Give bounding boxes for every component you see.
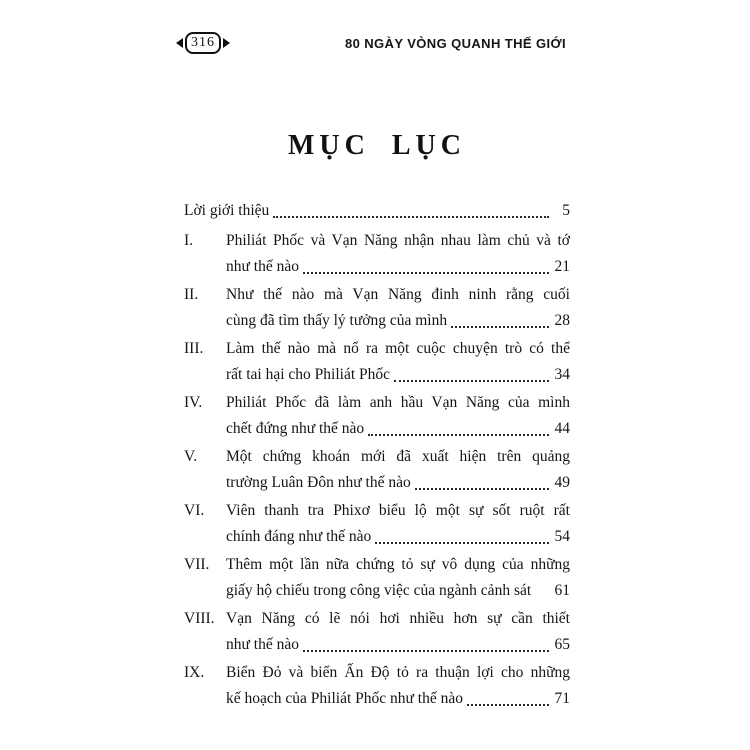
chapter-title-line2: kế hoạch của Philiát Phốc như thế nào: [226, 690, 463, 707]
chapter-title-line2: chính đáng như thế nào: [226, 528, 372, 545]
toc-page-number: 34: [554, 366, 570, 383]
dot-leader: [451, 326, 549, 328]
chapter-numeral: III.: [184, 340, 204, 357]
chapter-title-line1: Philiát Phốc đã làm anh hầu Vạn Năng của mình: [226, 394, 570, 411]
toc-entry-second-line: [184, 254, 570, 280]
toc-entry-first-line: [184, 336, 570, 362]
toc-entry-second-line: [184, 524, 570, 550]
toc-entry: [184, 390, 570, 442]
chapter-title-line2: như thế nào: [226, 258, 299, 275]
table-of-contents: [184, 198, 570, 712]
toc-entry-second-line: [184, 632, 570, 658]
page-header: [176, 31, 566, 55]
toc-entry: [184, 660, 570, 712]
toc-entries: [184, 228, 570, 712]
dot-leader: [535, 596, 549, 598]
toc-entry: [184, 336, 570, 388]
toc-entry-second-line: [184, 308, 570, 334]
toc-entry-second-line: [184, 578, 570, 604]
page-number-box: [185, 32, 221, 54]
right-arrowhead-icon: [223, 38, 230, 48]
running-title: 80 NGÀY VÒNG QUANH THẾ GIỚI: [344, 35, 566, 51]
toc-entry-second-line: [184, 362, 570, 388]
chapter-numeral: VIII.: [184, 610, 215, 627]
toc-entry-first-line: [184, 498, 570, 524]
toc-entry-second-line: [184, 416, 570, 442]
toc-entry-first-line: [184, 444, 570, 470]
chapter-title-line1: Như thế nào mà Vạn Năng đinh ninh rằng cuối: [226, 286, 570, 303]
chapter-numeral: VII.: [184, 556, 210, 573]
page-marker: [176, 32, 230, 54]
chapter-title-line2: trường Luân Đôn như thế nào: [226, 474, 411, 491]
chapter-numeral: I.: [184, 232, 194, 249]
toc-page-number: 54: [554, 528, 570, 545]
toc-page-number: 21: [554, 258, 570, 275]
chapter-title-line1: Vạn Năng có lẽ nói hơi nhiều hơn sự cần thiết: [226, 610, 570, 627]
page-title: MỤC LỤC: [288, 130, 466, 161]
toc-entry-first-line: [184, 282, 570, 308]
chapter-title-line2: rất tai hại cho Philiát Phốc: [226, 366, 391, 383]
toc-page-number: 44: [554, 420, 570, 437]
toc-entry-first-line: [184, 390, 570, 416]
toc-entry-second-line: [184, 686, 570, 712]
toc-page-number: 65: [554, 636, 570, 653]
page-number: 316: [191, 35, 215, 50]
chapter-numeral: IV.: [184, 394, 203, 411]
chapter-title-line1: Một chứng khoán mới đã xuất hiện trên quảng: [226, 448, 570, 465]
toc-page-number: 5: [562, 202, 570, 219]
chapter-title-line1: Biển Đỏ và biển Ấn Độ tỏ ra thuận lợi cho những: [226, 664, 570, 681]
toc-entry-second-line: [184, 470, 570, 496]
toc-page-number: 49: [554, 474, 570, 491]
toc-entry-first-line: [184, 228, 570, 254]
dot-leader: [303, 272, 549, 274]
dot-leader: [415, 488, 549, 490]
toc-intro-label: Lời giới thiệu: [184, 202, 270, 219]
chapter-title-line2: như thế nào: [226, 636, 299, 653]
dot-leader: [467, 704, 549, 706]
chapter-numeral: IX.: [184, 664, 205, 681]
chapter-title-line2: chết đứng như thế nào: [226, 420, 365, 437]
chapter-title-line2: cùng đã tìm thấy lý tưởng của mình: [226, 312, 448, 329]
toc-page-number: 71: [554, 690, 570, 707]
toc-entry: [184, 606, 570, 658]
chapter-title-line1: Viên thanh tra Phixơ biểu lộ một sự sốt ruột rất: [226, 502, 570, 519]
toc-intro-row: [184, 198, 570, 224]
chapter-title-line1: Thêm một lần nữa chứng tỏ sự vô dụng của những: [226, 556, 570, 573]
chapter-numeral: V.: [184, 448, 198, 465]
toc-entry-first-line: [184, 552, 570, 578]
chapter-title-line1: Philiát Phốc và Vạn Năng nhận nhau làm chủ và tớ: [226, 232, 570, 249]
toc-page-number: 61: [554, 582, 570, 599]
toc-entry-first-line: [184, 606, 570, 632]
dot-leader: [368, 434, 549, 436]
dot-leader: [394, 380, 549, 382]
dot-leader: [303, 650, 549, 652]
toc-entry: [184, 228, 570, 280]
dot-leader: [375, 542, 549, 544]
toc-entry: [184, 444, 570, 496]
chapter-title-line1: Làm thế nào mà nổ ra một cuộc chuyện trò có thể: [226, 340, 570, 357]
toc-entry: [184, 282, 570, 334]
left-arrowhead-icon: [176, 38, 183, 48]
chapter-numeral: II.: [184, 286, 199, 303]
dot-leader: [273, 216, 549, 218]
toc-entry: [184, 498, 570, 550]
chapter-title-line2: giấy hộ chiếu trong công việc của ngành cảnh sát: [226, 582, 532, 599]
toc-entry-first-line: [184, 660, 570, 686]
toc-entry: [184, 552, 570, 604]
toc-page-number: 28: [554, 312, 570, 329]
chapter-numeral: VI.: [184, 502, 205, 519]
